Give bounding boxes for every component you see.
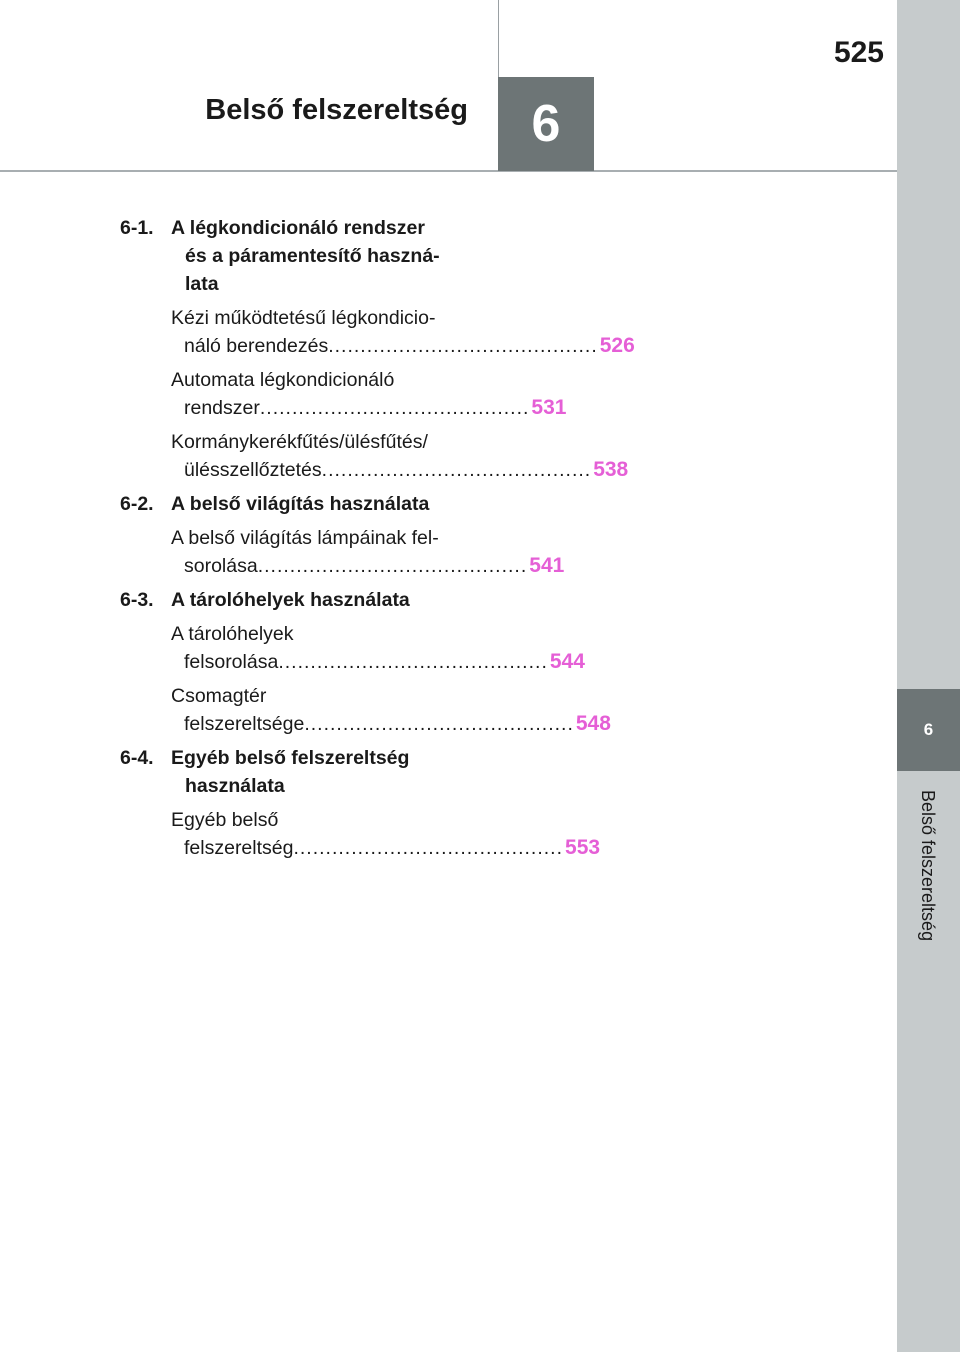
chapter-number-box: 6 bbox=[498, 77, 594, 171]
dot-leader: .......................................... bbox=[304, 713, 574, 735]
dot-leader: .......................................... bbox=[321, 459, 592, 481]
section-title bbox=[171, 744, 465, 800]
toc-section-6-3[interactable] bbox=[120, 586, 465, 614]
side-strip bbox=[897, 0, 960, 1352]
toc-entry[interactable] bbox=[171, 524, 565, 580]
entry-text: Kormánykerékfűtés/ülésfűtés/ bbox=[171, 431, 428, 453]
side-tab-label: Belső felszereltség bbox=[918, 790, 938, 942]
section-title bbox=[171, 490, 465, 518]
section-title-line: használata bbox=[185, 775, 285, 797]
section-number: 6-1. bbox=[120, 217, 154, 239]
toc-entry[interactable] bbox=[171, 428, 629, 484]
header-divider-horizontal bbox=[0, 170, 897, 172]
entry-text: A tárolóhelyek bbox=[171, 623, 294, 645]
section-number: 6-4. bbox=[120, 747, 154, 769]
section-title-line: Egyéb belső felszereltség bbox=[171, 747, 410, 769]
entry-text: rendszer bbox=[184, 397, 260, 419]
section-title-line: és a páramentesítő haszná- bbox=[185, 245, 440, 267]
section-number: 6-3. bbox=[120, 589, 154, 611]
page-link[interactable]: 538 bbox=[593, 458, 629, 481]
page-link[interactable]: 526 bbox=[599, 334, 635, 357]
entry-text: Automata légkondicionáló bbox=[171, 369, 395, 391]
dot-leader: .......................................... bbox=[259, 397, 530, 419]
toc-entry[interactable] bbox=[171, 682, 611, 738]
header-divider-vertical bbox=[498, 0, 499, 78]
toc-entry[interactable] bbox=[171, 304, 635, 360]
table-of-contents bbox=[120, 214, 635, 868]
toc-section-6-4[interactable] bbox=[120, 744, 465, 800]
page-link[interactable]: 531 bbox=[531, 396, 567, 419]
section-title-line: A tárolóhelyek használata bbox=[171, 589, 410, 611]
section-title bbox=[171, 214, 465, 298]
toc-entry[interactable] bbox=[171, 366, 567, 422]
chapter-title: Belső felszereltség bbox=[205, 94, 468, 126]
entry-text: ülésszellőztetés bbox=[184, 459, 322, 481]
entry-text: A belső világítás lámpáinak fel- bbox=[171, 527, 439, 549]
dot-leader: .......................................... bbox=[257, 555, 528, 577]
entry-text: felszereltség bbox=[184, 837, 294, 859]
toc-section-6-1[interactable] bbox=[120, 214, 465, 298]
entry-text: sorolása bbox=[184, 555, 258, 577]
entry-text: Egyéb belső bbox=[171, 809, 279, 831]
entry-text: felsorolása bbox=[184, 651, 279, 673]
entry-text: felszereltsége bbox=[184, 713, 305, 735]
page-link[interactable]: 548 bbox=[575, 712, 611, 735]
section-title-line: lata bbox=[185, 273, 219, 295]
page-link[interactable]: 544 bbox=[549, 650, 585, 673]
page-link[interactable]: 541 bbox=[529, 554, 565, 577]
section-title-line: A belső világítás használata bbox=[171, 493, 430, 515]
section-title-line: A légkondicionáló rendszer bbox=[171, 217, 425, 239]
section-title bbox=[171, 586, 465, 614]
section-number: 6-2. bbox=[120, 493, 154, 515]
entry-text: Kézi működtetésű légkondicio- bbox=[171, 307, 436, 329]
toc-section-6-2[interactable] bbox=[120, 490, 465, 518]
toc-entry[interactable] bbox=[171, 620, 585, 676]
page-number: 525 bbox=[833, 36, 884, 69]
toc-entry[interactable] bbox=[171, 806, 601, 862]
page-link[interactable]: 553 bbox=[565, 836, 601, 859]
side-tab-number[interactable]: 6 bbox=[897, 689, 960, 771]
entry-text: náló berendezés bbox=[184, 335, 329, 357]
dot-leader: .......................................... bbox=[328, 335, 598, 357]
dot-leader: .......................................... bbox=[293, 837, 564, 859]
dot-leader: .......................................... bbox=[278, 651, 548, 673]
entry-text: Csomagtér bbox=[171, 685, 267, 707]
